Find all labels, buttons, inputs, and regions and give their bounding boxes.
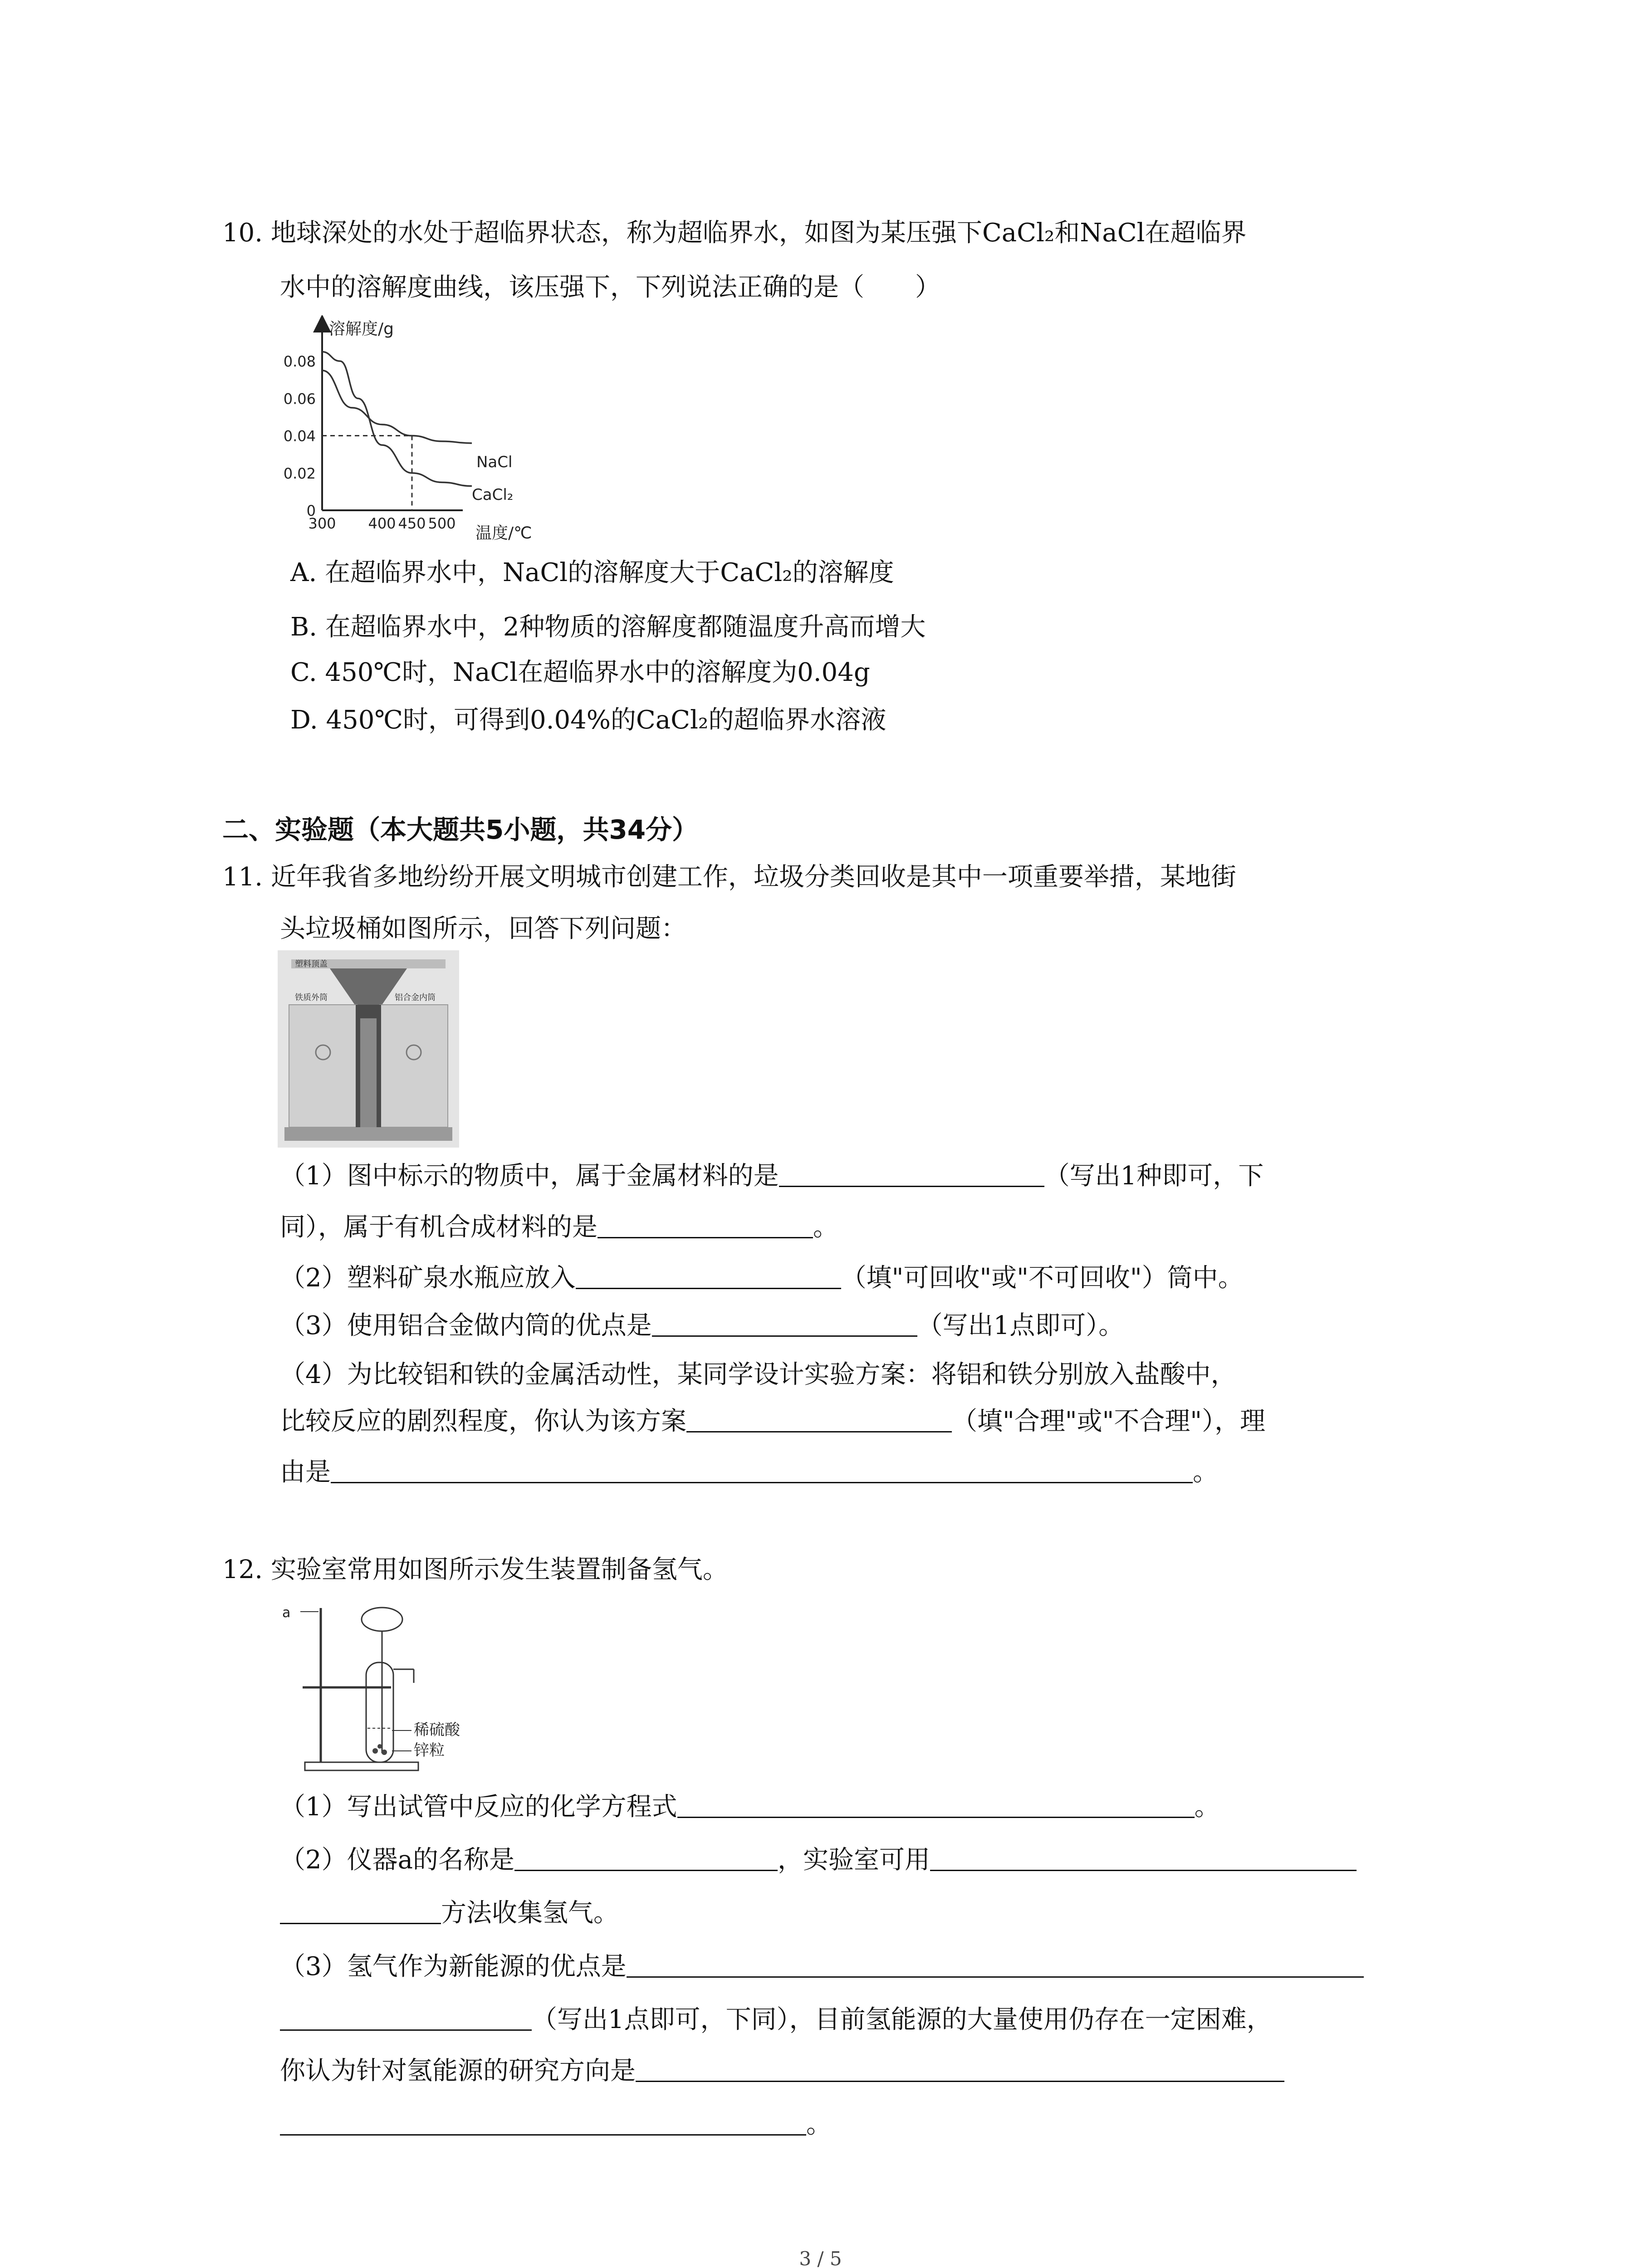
q10-stem-line1: 10. 地球深处的水处于超临界状态，称为超临界水，如图为某压强下CaCl₂和NaCl在超临界 — [222, 218, 1247, 248]
x-tick-label: 400 — [368, 515, 396, 532]
answer-blank[interactable] — [514, 1846, 778, 1871]
label-plastic-top: 塑料顶盖 — [295, 959, 328, 969]
q10-stem-line2: 水中的溶解度曲线，该压强下，下列说法正确的是（ ） — [280, 273, 941, 302]
q11-part1-line2: 同），属于有机合成材料的是 。 — [280, 1212, 838, 1242]
q11-stem-line2: 头垃圾桶如图所示，回答下列问题： — [280, 914, 686, 943]
q12-part3-line4: 。 — [280, 2108, 832, 2141]
label-a: a — [282, 1605, 291, 1621]
q10-option-a: A. 在超临界水中，NaCl的溶解度大于CaCl₂的溶解度 — [290, 558, 894, 587]
series-label-cacl2: CaCl₂ — [472, 486, 514, 504]
label-zinc-granules: 锌粒 — [414, 1741, 445, 1760]
q12-part3-line3: 你认为针对氢能源的研究方向是 — [280, 2055, 1284, 2087]
y-tick-label: 0.04 — [283, 427, 316, 445]
answer-blank[interactable] — [280, 2006, 532, 2031]
answer-blank[interactable] — [636, 2057, 1284, 2082]
q10-option-c: C. 450℃时，NaCl在超临界水中的溶解度为0.04g — [290, 658, 870, 687]
y-tick-label: 0.06 — [283, 390, 316, 408]
x-tick-label: 300 — [308, 515, 336, 532]
answer-blank[interactable] — [331, 1458, 1193, 1483]
trash-bin-figure — [278, 950, 459, 1148]
q11-part4-line3: 由是 。 — [280, 1457, 1218, 1487]
answer-blank[interactable] — [677, 1793, 1195, 1818]
q11-part1-line1: （1）图中标示的物质中，属于金属材料的是 （写出1种即可，下 — [280, 1161, 1264, 1191]
q12-part1: （1）写出试管中反应的化学方程式 。 — [280, 1792, 1220, 1822]
y-axis-label: 溶解度/g — [329, 320, 394, 338]
answer-blank[interactable] — [280, 1899, 441, 1924]
q11-part3: （3）使用铝合金做内筒的优点是 （写出1点即可）。 — [280, 1311, 1124, 1340]
q12-stem: 12. 实验室常用如图所示发生装置制备氢气。 — [222, 1555, 728, 1584]
section-heading: 二、实验题（本大题共5小题，共34分） — [222, 814, 699, 845]
answer-blank[interactable] — [930, 1846, 1357, 1871]
answer-blank[interactable] — [280, 2111, 806, 2136]
label-dilute-sulfuric-acid: 稀硫酸 — [414, 1721, 460, 1739]
q12-part3-line2: （写出1点即可，下同），目前氢能源的大量使用仍存在一定困难， — [280, 2004, 1272, 2036]
series-line-nacl — [322, 371, 472, 443]
page-number: 3 / 5 — [799, 2248, 842, 2268]
label-alloy-inner: 铝合金内筒 — [395, 993, 436, 1002]
y-tick-label: 0.02 — [283, 464, 316, 482]
answer-blank[interactable] — [779, 1162, 1044, 1187]
answer-blank[interactable] — [627, 1953, 1364, 1978]
q11-stem-line1: 11. 近年我省多地纷纷开展文明城市创建工作，垃圾分类回收是其中一项重要举措，某地街 — [222, 862, 1236, 892]
answer-blank[interactable] — [576, 1264, 841, 1289]
q12-part2-line1: （2）仪器a的名称是 ，实验室可用 — [280, 1844, 1357, 1877]
q11-part4-line2: 比较反应的剧烈程度，你认为该方案 （填"合理"或"不合理"），理 — [280, 1407, 1266, 1436]
y-tick-label: 0 — [306, 502, 316, 519]
q10-option-b: B. 在超临界水中，2种物质的溶解度都随温度升高而增大 — [290, 612, 926, 642]
q11-part4-line1: （4）为比较铝和铁的金属活动性，某同学设计实验方案：将铝和铁分别放入盐酸中， — [280, 1360, 1236, 1389]
answer-blank[interactable] — [598, 1213, 813, 1238]
x-tick-label: 450 — [398, 515, 426, 532]
q12-part2-line2: 方法收集氢气。 — [280, 1897, 619, 1930]
q10-option-d: D. 450℃时，可得到0.04%的CaCl₂的超临界水溶液 — [290, 705, 887, 735]
series-label-nacl: NaCl — [476, 453, 513, 471]
y-tick-label: 0.08 — [283, 353, 316, 371]
q11-part2: （2）塑料矿泉水瓶应放入 （填"可回收"或"不可回收"）筒中。 — [280, 1263, 1244, 1293]
x-axis-label: 温度/℃ — [475, 524, 532, 543]
x-tick-label: 500 — [428, 515, 456, 532]
answer-blank[interactable] — [686, 1408, 952, 1432]
hydrogen-apparatus-figure — [278, 1599, 495, 1780]
series-line-cacl2 — [322, 352, 472, 486]
solubility-chart — [272, 315, 554, 551]
label-iron-outer: 铁质外筒 — [295, 993, 328, 1002]
answer-blank[interactable] — [652, 1312, 917, 1337]
q12-part3-line1: （3）氢气作为新能源的优点是 — [280, 1950, 1364, 1983]
